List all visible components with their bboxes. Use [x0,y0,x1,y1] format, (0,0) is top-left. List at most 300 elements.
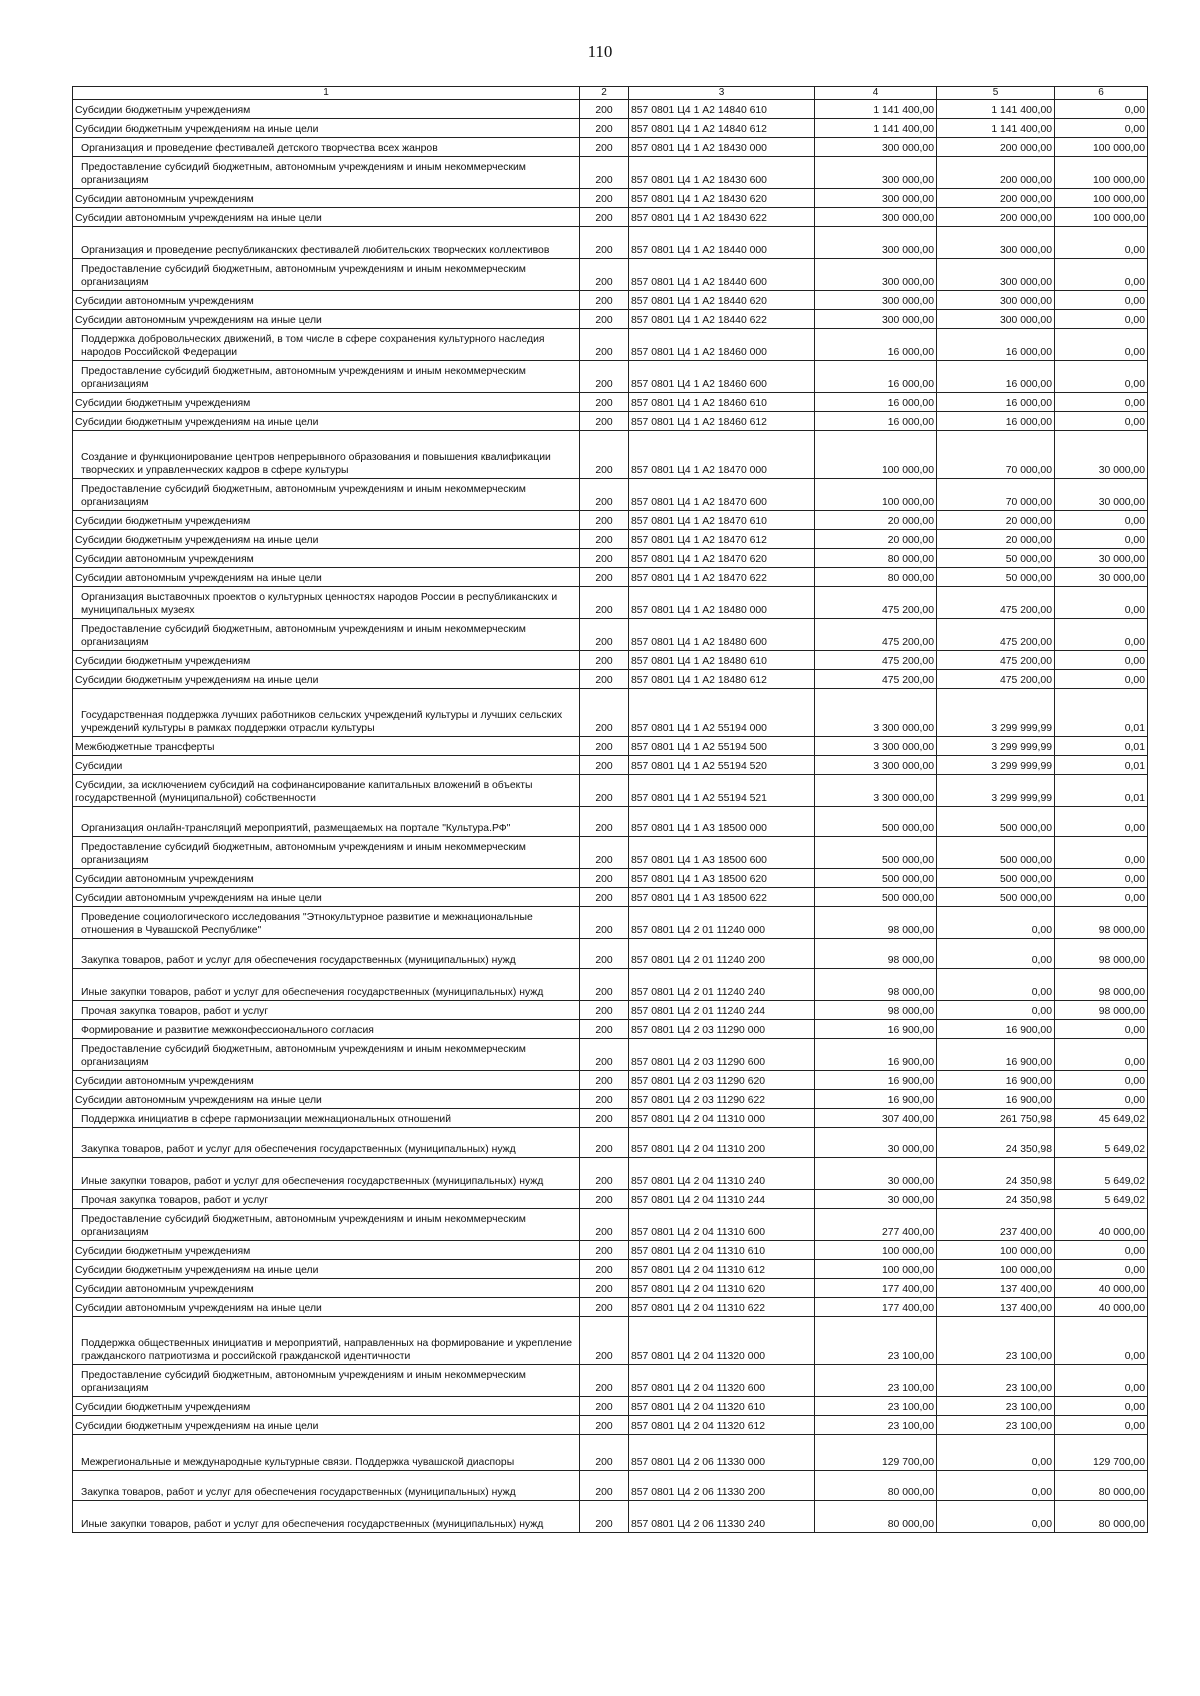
row-name: Предоставление субсидий бюджетным, автономным учреждениям и иным некоммерческим организациям [73,479,580,511]
row-budget-code: 857 0801 Ц4 1 А2 18440 000 [629,227,815,259]
row-budget-code: 857 0801 Ц4 2 01 11240 240 [629,969,815,1001]
row-executed: 261 750,98 [937,1109,1055,1128]
table-row [73,511,1148,530]
row-executed: 3 299 999,99 [937,689,1055,737]
row-budget-code: 857 0801 Ц4 1 А2 18480 612 [629,670,815,689]
row-name: Субсидии бюджетным учреждениям на иные цели [73,530,580,549]
row-budget-code: 857 0801 Ц4 1 А2 18460 000 [629,329,815,361]
table-row [73,157,1148,189]
row-name: Межбюджетные трансферты [73,737,580,756]
row-remainder: 5 649,02 [1055,1190,1148,1209]
table-row [73,1128,1148,1158]
row-name: Предоставление субсидий бюджетным, автономным учреждениям и иным некоммерческим организациям [73,837,580,869]
row-name: Прочая закупка товаров, работ и услуг [73,1190,580,1209]
row-remainder: 5 649,02 [1055,1158,1148,1190]
row-executed: 23 100,00 [937,1317,1055,1365]
row-budget-code: 857 0801 Ц4 1 А2 18470 000 [629,431,815,479]
row-planned: 23 100,00 [815,1416,937,1435]
table-row [73,670,1148,689]
row-admin-code: 200 [580,1020,629,1039]
table-row [73,100,1148,119]
row-planned: 475 200,00 [815,619,937,651]
row-remainder: 0,00 [1055,119,1148,138]
row-name: Закупка товаров, работ и услуг для обеспечения государственных (муниципальных) нужд [73,1471,580,1501]
row-admin-code: 200 [580,291,629,310]
row-remainder: 0,00 [1055,1241,1148,1260]
row-remainder: 45 649,02 [1055,1109,1148,1128]
row-executed: 16 000,00 [937,412,1055,431]
row-admin-code: 200 [580,1279,629,1298]
row-admin-code: 200 [580,651,629,670]
row-admin-code: 200 [580,1241,629,1260]
header-col-2: 2 [580,87,629,100]
row-remainder: 0,00 [1055,100,1148,119]
header-col-6: 6 [1055,87,1148,100]
row-name: Субсидии автономным учреждениям [73,869,580,888]
row-remainder: 100 000,00 [1055,138,1148,157]
row-planned: 20 000,00 [815,530,937,549]
header-col-5: 5 [937,87,1055,100]
row-executed: 200 000,00 [937,138,1055,157]
row-remainder: 98 000,00 [1055,939,1148,969]
row-remainder: 0,00 [1055,869,1148,888]
row-admin-code: 200 [580,619,629,651]
row-planned: 23 100,00 [815,1397,937,1416]
row-remainder: 100 000,00 [1055,189,1148,208]
row-budget-code: 857 0801 Ц4 2 04 11310 244 [629,1190,815,1209]
row-executed: 200 000,00 [937,189,1055,208]
row-name: Предоставление субсидий бюджетным, автономным учреждениям и иным некоммерческим организациям [73,259,580,291]
table-row [73,1279,1148,1298]
row-name: Предоставление субсидий бюджетным, автономным учреждениям и иным некоммерческим организациям [73,157,580,189]
row-planned: 1 141 400,00 [815,100,937,119]
row-remainder: 0,01 [1055,756,1148,775]
row-executed: 475 200,00 [937,619,1055,651]
row-name: Организация онлайн-трансляций мероприятий, размещаемых на портале "Культура.РФ" [73,807,580,837]
row-executed: 16 900,00 [937,1020,1055,1039]
row-executed: 1 141 400,00 [937,100,1055,119]
row-planned: 98 000,00 [815,1001,937,1020]
table-row [73,969,1148,1001]
row-budget-code: 857 0801 Ц4 1 А2 55194 521 [629,775,815,807]
row-admin-code: 200 [580,756,629,775]
row-name: Иные закупки товаров, работ и услуг для обеспечения государственных (муниципальных) нужд [73,1158,580,1190]
row-budget-code: 857 0801 Ц4 1 А2 18470 622 [629,568,815,587]
table-row [73,1501,1148,1533]
row-name: Субсидии автономным учреждениям [73,291,580,310]
table-row [73,1190,1148,1209]
row-admin-code: 200 [580,568,629,587]
page-number: 110 [587,42,613,61]
row-admin-code: 200 [580,157,629,189]
row-executed: 300 000,00 [937,310,1055,329]
row-executed: 0,00 [937,939,1055,969]
row-planned: 1 141 400,00 [815,119,937,138]
row-name: Субсидии автономным учреждениям на иные цели [73,310,580,329]
row-name: Субсидии автономным учреждениям на иные цели [73,208,580,227]
row-budget-code: 857 0801 Ц4 2 03 11290 000 [629,1020,815,1039]
row-budget-code: 857 0801 Ц4 1 А2 18480 000 [629,587,815,619]
row-executed: 3 299 999,99 [937,737,1055,756]
row-name: Предоставление субсидий бюджетным, автономным учреждениям и иным некоммерческим организациям [73,361,580,393]
row-name: Поддержка общественных инициатив и мероприятий, направленных на формирование и укрепление гражданского патриотизма и российской гражданской идентичности [73,1317,580,1365]
row-budget-code: 857 0801 Ц4 2 03 11290 620 [629,1071,815,1090]
row-name: Создание и функционирование центров непрерывного образования и повышения квалификации творческих и управленческих кадров в сфере культуры [73,431,580,479]
row-remainder: 0,00 [1055,259,1148,291]
row-remainder: 0,00 [1055,619,1148,651]
table-row [73,619,1148,651]
row-planned: 16 900,00 [815,1090,937,1109]
row-planned: 16 900,00 [815,1039,937,1071]
table-header [73,87,1148,100]
row-name: Субсидии автономным учреждениям на иные цели [73,1298,580,1317]
table-row [73,587,1148,619]
row-admin-code: 200 [580,1209,629,1241]
row-planned: 177 400,00 [815,1279,937,1298]
row-admin-code: 200 [580,138,629,157]
row-budget-code: 857 0801 Ц4 2 04 11310 200 [629,1128,815,1158]
row-admin-code: 200 [580,530,629,549]
row-budget-code: 857 0801 Ц4 2 04 11310 610 [629,1241,815,1260]
table-row [73,549,1148,568]
row-planned: 300 000,00 [815,189,937,208]
row-admin-code: 200 [580,412,629,431]
row-budget-code: 857 0801 Ц4 1 А2 18440 622 [629,310,815,329]
row-planned: 98 000,00 [815,907,937,939]
row-name: Субсидии бюджетным учреждениям [73,1397,580,1416]
row-name: Субсидии бюджетным учреждениям [73,100,580,119]
row-remainder: 0,00 [1055,361,1148,393]
row-budget-code: 857 0801 Ц4 1 А2 18460 612 [629,412,815,431]
row-executed: 16 000,00 [937,329,1055,361]
row-name: Субсидии бюджетным учреждениям на иные цели [73,1260,580,1279]
row-executed: 475 200,00 [937,651,1055,670]
row-admin-code: 200 [580,393,629,412]
row-planned: 500 000,00 [815,869,937,888]
table-row [73,1109,1148,1128]
row-name: Субсидии бюджетным учреждениям на иные цели [73,1416,580,1435]
row-budget-code: 857 0801 Ц4 2 04 11320 600 [629,1365,815,1397]
row-executed: 24 350,98 [937,1128,1055,1158]
row-admin-code: 200 [580,310,629,329]
row-planned: 16 900,00 [815,1071,937,1090]
row-budget-code: 857 0801 Ц4 1 А3 18500 600 [629,837,815,869]
row-admin-code: 200 [580,1317,629,1365]
row-remainder: 100 000,00 [1055,208,1148,227]
table-row [73,1397,1148,1416]
row-executed: 500 000,00 [937,837,1055,869]
table-row [73,119,1148,138]
row-admin-code: 200 [580,1501,629,1533]
table-row [73,431,1148,479]
row-remainder: 100 000,00 [1055,157,1148,189]
row-executed: 24 350,98 [937,1158,1055,1190]
row-admin-code: 200 [580,869,629,888]
table-row [73,1209,1148,1241]
row-planned: 300 000,00 [815,310,937,329]
row-executed: 0,00 [937,907,1055,939]
row-executed: 200 000,00 [937,208,1055,227]
row-remainder: 40 000,00 [1055,1209,1148,1241]
row-budget-code: 857 0801 Ц4 2 01 11240 000 [629,907,815,939]
row-admin-code: 200 [580,1071,629,1090]
row-executed: 100 000,00 [937,1260,1055,1279]
row-remainder: 80 000,00 [1055,1501,1148,1533]
table-row [73,138,1148,157]
row-name: Проведение социологического исследования "Этнокультурное развитие и межнациональные отношения в Чувашской Республике" [73,907,580,939]
row-executed: 20 000,00 [937,530,1055,549]
row-admin-code: 200 [580,259,629,291]
row-remainder: 30 000,00 [1055,479,1148,511]
row-budget-code: 857 0801 Ц4 2 04 11310 612 [629,1260,815,1279]
table-row [73,1158,1148,1190]
row-budget-code: 857 0801 Ц4 2 04 11320 612 [629,1416,815,1435]
row-planned: 475 200,00 [815,651,937,670]
row-planned: 500 000,00 [815,888,937,907]
row-planned: 177 400,00 [815,1298,937,1317]
table-row [73,775,1148,807]
row-planned: 300 000,00 [815,138,937,157]
row-name: Субсидии автономным учреждениям [73,1071,580,1090]
row-remainder: 0,00 [1055,310,1148,329]
row-executed: 23 100,00 [937,1416,1055,1435]
row-admin-code: 200 [580,1090,629,1109]
row-remainder: 0,00 [1055,888,1148,907]
row-remainder: 0,00 [1055,393,1148,412]
row-executed: 50 000,00 [937,549,1055,568]
table-row [73,479,1148,511]
row-admin-code: 200 [580,737,629,756]
row-executed: 3 299 999,99 [937,756,1055,775]
row-remainder: 0,01 [1055,689,1148,737]
row-planned: 16 900,00 [815,1020,937,1039]
row-planned: 3 300 000,00 [815,737,937,756]
row-remainder: 0,00 [1055,1317,1148,1365]
row-planned: 23 100,00 [815,1317,937,1365]
row-executed: 137 400,00 [937,1298,1055,1317]
table-row [73,329,1148,361]
row-admin-code: 200 [580,1298,629,1317]
row-planned: 307 400,00 [815,1109,937,1128]
row-name: Субсидии бюджетным учреждениям [73,1241,580,1260]
row-remainder: 30 000,00 [1055,431,1148,479]
row-admin-code: 200 [580,969,629,1001]
row-executed: 475 200,00 [937,587,1055,619]
table-row [73,259,1148,291]
table-row [73,1241,1148,1260]
row-planned: 475 200,00 [815,670,937,689]
row-planned: 277 400,00 [815,1209,937,1241]
row-name: Межрегиональные и международные культурные связи. Поддержка чувашской диаспоры [73,1435,580,1471]
row-planned: 300 000,00 [815,157,937,189]
table-row [73,189,1148,208]
row-executed: 24 350,98 [937,1190,1055,1209]
row-name: Иные закупки товаров, работ и услуг для обеспечения государственных (муниципальных) нужд [73,1501,580,1533]
row-name: Предоставление субсидий бюджетным, автономным учреждениям и иным некоммерческим организациям [73,1365,580,1397]
row-budget-code: 857 0801 Ц4 1 А2 18460 600 [629,361,815,393]
row-name: Поддержка добровольческих движений, в том числе в сфере сохранения культурного наследия народов Российской Федерации [73,329,580,361]
row-budget-code: 857 0801 Ц4 2 04 11310 000 [629,1109,815,1128]
row-name: Субсидии бюджетным учреждениям на иные цели [73,412,580,431]
row-planned: 300 000,00 [815,227,937,259]
row-remainder: 0,00 [1055,1365,1148,1397]
row-budget-code: 857 0801 Ц4 1 А2 18430 600 [629,157,815,189]
table-row [73,888,1148,907]
row-admin-code: 200 [580,119,629,138]
budget-table [72,86,1148,1533]
row-budget-code: 857 0801 Ц4 2 04 11320 000 [629,1317,815,1365]
row-executed: 16 900,00 [937,1071,1055,1090]
row-planned: 100 000,00 [815,431,937,479]
row-executed: 1 141 400,00 [937,119,1055,138]
table-row [73,807,1148,837]
row-admin-code: 200 [580,1471,629,1501]
row-admin-code: 200 [580,100,629,119]
row-executed: 100 000,00 [937,1241,1055,1260]
row-budget-code: 857 0801 Ц4 1 А3 18500 620 [629,869,815,888]
table-row [73,651,1148,670]
row-remainder: 0,00 [1055,530,1148,549]
row-budget-code: 857 0801 Ц4 1 А2 14840 612 [629,119,815,138]
row-remainder: 5 649,02 [1055,1128,1148,1158]
table-row [73,907,1148,939]
row-planned: 30 000,00 [815,1158,937,1190]
header-col-4: 4 [815,87,937,100]
row-planned: 500 000,00 [815,807,937,837]
row-remainder: 98 000,00 [1055,907,1148,939]
row-name: Закупка товаров, работ и услуг для обеспечения государственных (муниципальных) нужд [73,939,580,969]
table-row [73,310,1148,329]
row-name: Субсидии бюджетным учреждениям [73,511,580,530]
row-name: Субсидии автономным учреждениям на иные цели [73,888,580,907]
row-remainder: 0,00 [1055,1090,1148,1109]
row-executed: 16 900,00 [937,1090,1055,1109]
row-remainder: 0,00 [1055,1397,1148,1416]
row-remainder: 0,00 [1055,1020,1148,1039]
row-planned: 30 000,00 [815,1128,937,1158]
row-remainder: 0,00 [1055,511,1148,530]
row-admin-code: 200 [580,1416,629,1435]
row-name: Иные закупки товаров, работ и услуг для обеспечения государственных (муниципальных) нужд [73,969,580,1001]
row-remainder: 0,00 [1055,670,1148,689]
row-planned: 16 000,00 [815,329,937,361]
row-admin-code: 200 [580,227,629,259]
row-budget-code: 857 0801 Ц4 1 А2 18470 610 [629,511,815,530]
row-executed: 16 000,00 [937,393,1055,412]
row-executed: 0,00 [937,1001,1055,1020]
row-name: Субсидии бюджетным учреждениям на иные цели [73,670,580,689]
row-executed: 16 900,00 [937,1039,1055,1071]
row-admin-code: 200 [580,907,629,939]
row-admin-code: 200 [580,1001,629,1020]
header-col-1: 1 [73,87,580,100]
row-name: Субсидии автономным учреждениям на иные цели [73,1090,580,1109]
row-executed: 500 000,00 [937,869,1055,888]
row-executed: 70 000,00 [937,479,1055,511]
row-budget-code: 857 0801 Ц4 1 А2 55194 000 [629,689,815,737]
table-row [73,1317,1148,1365]
row-planned: 100 000,00 [815,1241,937,1260]
row-remainder: 0,00 [1055,837,1148,869]
row-name: Предоставление субсидий бюджетным, автономным учреждениям и иным некоммерческим организациям [73,1209,580,1241]
row-budget-code: 857 0801 Ц4 1 А2 18440 620 [629,291,815,310]
row-executed: 0,00 [937,1501,1055,1533]
row-admin-code: 200 [580,1260,629,1279]
row-budget-code: 857 0801 Ц4 1 А2 18480 610 [629,651,815,670]
row-planned: 80 000,00 [815,549,937,568]
table-row [73,1260,1148,1279]
row-budget-code: 857 0801 Ц4 1 А2 18480 600 [629,619,815,651]
row-budget-code: 857 0801 Ц4 2 04 11310 620 [629,1279,815,1298]
row-name: Поддержка инициатив в сфере гармонизации межнациональных отношений [73,1109,580,1128]
row-name: Субсидии автономным учреждениям [73,549,580,568]
row-name: Субсидии автономным учреждениям [73,1279,580,1298]
row-executed: 475 200,00 [937,670,1055,689]
table-row [73,756,1148,775]
row-admin-code: 200 [580,329,629,361]
row-remainder: 129 700,00 [1055,1435,1148,1471]
row-executed: 20 000,00 [937,511,1055,530]
table-body [73,100,1148,1533]
row-remainder: 0,00 [1055,227,1148,259]
row-remainder: 0,00 [1055,1071,1148,1090]
header-row [73,87,1148,100]
row-planned: 23 100,00 [815,1365,937,1397]
row-remainder: 0,01 [1055,737,1148,756]
row-budget-code: 857 0801 Ц4 2 01 11240 244 [629,1001,815,1020]
row-budget-code: 857 0801 Ц4 2 04 11320 610 [629,1397,815,1416]
row-executed: 300 000,00 [937,291,1055,310]
row-remainder: 0,00 [1055,412,1148,431]
table-row [73,689,1148,737]
row-admin-code: 200 [580,431,629,479]
row-remainder: 0,00 [1055,291,1148,310]
row-budget-code: 857 0801 Ц4 1 А2 18470 620 [629,549,815,568]
row-planned: 98 000,00 [815,939,937,969]
table-row [73,208,1148,227]
row-name: Субсидии автономным учреждениям на иные цели [73,568,580,587]
table-row [73,568,1148,587]
row-remainder: 30 000,00 [1055,568,1148,587]
row-remainder: 40 000,00 [1055,1298,1148,1317]
row-planned: 30 000,00 [815,1190,937,1209]
row-budget-code: 857 0801 Ц4 2 06 11330 240 [629,1501,815,1533]
row-budget-code: 857 0801 Ц4 1 А3 18500 622 [629,888,815,907]
table-row [73,1071,1148,1090]
table-row [73,1090,1148,1109]
row-name: Предоставление субсидий бюджетным, автономным учреждениям и иным некоммерческим организациям [73,1039,580,1071]
row-admin-code: 200 [580,189,629,208]
row-admin-code: 200 [580,939,629,969]
row-admin-code: 200 [580,361,629,393]
row-budget-code: 857 0801 Ц4 2 03 11290 622 [629,1090,815,1109]
row-budget-code: 857 0801 Ц4 1 А2 18440 600 [629,259,815,291]
row-planned: 3 300 000,00 [815,756,937,775]
row-remainder: 80 000,00 [1055,1471,1148,1501]
row-planned: 80 000,00 [815,1501,937,1533]
row-planned: 16 000,00 [815,361,937,393]
table-row [73,869,1148,888]
row-remainder: 0,00 [1055,587,1148,619]
row-budget-code: 857 0801 Ц4 2 06 11330 000 [629,1435,815,1471]
row-executed: 0,00 [937,1471,1055,1501]
table-row [73,227,1148,259]
row-admin-code: 200 [580,689,629,737]
row-planned: 80 000,00 [815,568,937,587]
row-planned: 20 000,00 [815,511,937,530]
row-executed: 500 000,00 [937,888,1055,907]
row-planned: 3 300 000,00 [815,689,937,737]
